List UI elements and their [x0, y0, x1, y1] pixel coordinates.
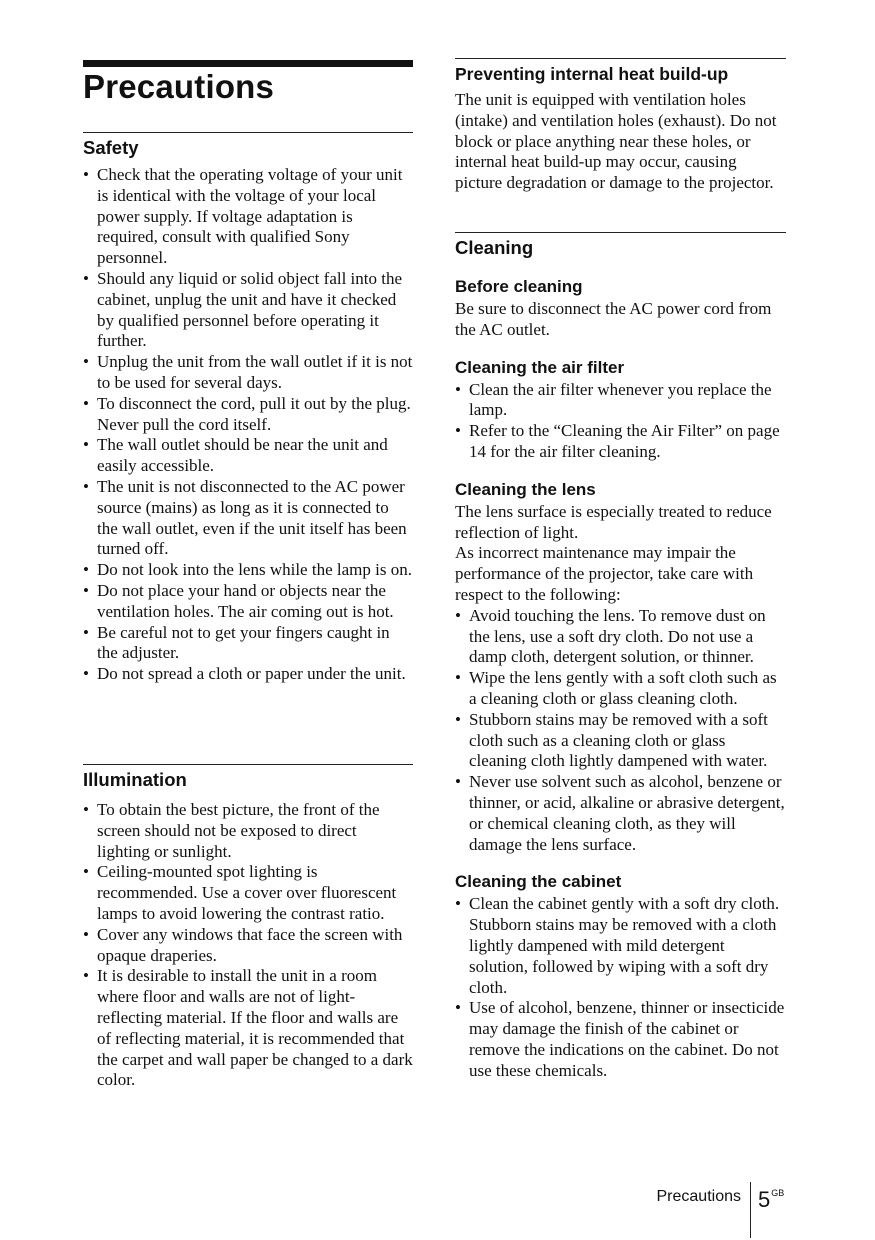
illumination-heading: Illumination — [83, 769, 187, 790]
footer-divider — [750, 1182, 751, 1238]
heat-heading: Preventing internal heat build-up — [455, 64, 729, 84]
air-filter-heading: Cleaning the air filter — [455, 357, 625, 377]
list-item: • Unplug the unit from the wall outlet if it is not to be used for several days. — [83, 352, 413, 394]
list-item: • Be careful not to get your fingers caught in the adjuster. — [83, 623, 413, 665]
list-item: • The unit is not disconnected to the AC power source (mains) as long as it is connected to the wall outlet, even if the unit itself has been turned off. — [83, 477, 413, 560]
list-item: • Refer to the “Cleaning the Air Filter” on page 14 for the air filter cleaning. — [455, 421, 786, 463]
page-number-value: 5 — [758, 1187, 771, 1212]
illumination-section — [83, 764, 413, 1091]
list-item: • Avoid touching the lens. To remove dust on the lens, use a soft dry cloth. Do not use a damp cloth, detergent solution, or thinner. — [455, 606, 786, 668]
cabinet-heading: Cleaning the cabinet — [455, 872, 622, 892]
air-filter-list — [455, 380, 786, 463]
footer-section-label: Precautions — [656, 1188, 741, 1205]
heat-paragraph: The unit is equipped with ventilation holes (intake) and ventilation holes (exhaust). Do not block or place anything near these holes, or internal heat build-up may occur, causing picture degradation or damage to the projector. — [455, 90, 777, 193]
region-code: GB — [771, 1188, 785, 1198]
list-item: • To disconnect the cord, pull it out by the plug. Never pull the cord itself. — [83, 394, 413, 436]
list-item: • Never use solvent such as alcohol, benzene or thinner, or acid, alkaline or abrasive detergent, or chemical cleaning cloth, as they will damage the lens surface. — [455, 772, 786, 855]
before-cleaning-heading: Before cleaning — [455, 277, 583, 296]
list-item: • Wipe the lens gently with a soft cloth such as a cleaning cloth or glass cleaning cloth. — [455, 668, 786, 710]
list-item: • The wall outlet should be near the unit and easily accessible. — [83, 435, 413, 477]
heat-section — [455, 58, 786, 194]
cleaning-section — [455, 232, 786, 1082]
lens-paragraph-2: As incorrect maintenance may impair the performance of the projector, take care with respect to the following: — [455, 543, 754, 604]
safety-heading: Safety — [83, 137, 139, 158]
lens-list — [455, 606, 786, 856]
list-item: • Should any liquid or solid object fall into the cabinet, unplug the unit and have it checked by qualified personnel before operating it further. — [83, 269, 413, 352]
list-item: • Do not place your hand or objects near the ventilation holes. The air coming out is hot. — [83, 581, 413, 623]
list-item: • Use of alcohol, benzene, thinner or insecticide may damage the finish of the cabinet or remove the indications on the cabinet. Do not use these chemicals. — [455, 998, 786, 1081]
list-item: • Ceiling-mounted spot lighting is recommended. Use a cover over fluorescent lamps to avoid lowering the contrast ratio. — [83, 862, 413, 924]
list-item: • Check that the operating voltage of your unit is identical with the voltage of your local power supply. If voltage adaptation is required, consult with qualified Sony personnel. — [83, 165, 413, 269]
list-item: • It is desirable to install the unit in a room where floor and walls are not of light-reflecting material. If the floor and walls are of reflecting material, it is recommended that the carpet and wall paper be changed to a dark color. — [83, 966, 413, 1091]
list-item: • Do not spread a cloth or paper under the unit. — [83, 664, 413, 685]
lens-paragraph-1: The lens surface is especially treated to reduce reflection of light. — [455, 501, 772, 542]
page-number — [758, 1178, 784, 1215]
cleaning-heading: Cleaning — [455, 237, 534, 258]
list-item: • Cover any windows that face the screen with opaque draperies. — [83, 925, 413, 967]
illumination-list — [83, 800, 413, 1091]
list-item: • Clean the air filter whenever you replace the lamp. — [455, 380, 786, 422]
list-item: • To obtain the best picture, the front of the screen should not be exposed to direct lighting or sunlight. — [83, 800, 413, 862]
safety-list — [83, 165, 413, 685]
before-cleaning-paragraph: Be sure to disconnect the AC power cord from the AC outlet. — [455, 299, 772, 339]
lens-heading: Cleaning the lens — [455, 479, 596, 499]
safety-section — [83, 132, 413, 685]
page-title: Precautions — [83, 68, 275, 105]
list-item: • Stubborn stains may be removed with a soft cloth such as a cleaning cloth or glass cleaning cloth lightly dampened with water. — [455, 710, 786, 772]
list-item: • Clean the cabinet gently with a soft dry cloth. Stubborn stains may be removed with a cloth lightly dampened with mild detergent solution, followed by wiping with a soft dry cloth. — [455, 894, 786, 998]
cabinet-list — [455, 894, 786, 1081]
list-item: • Do not look into the lens while the lamp is on. — [83, 560, 413, 581]
